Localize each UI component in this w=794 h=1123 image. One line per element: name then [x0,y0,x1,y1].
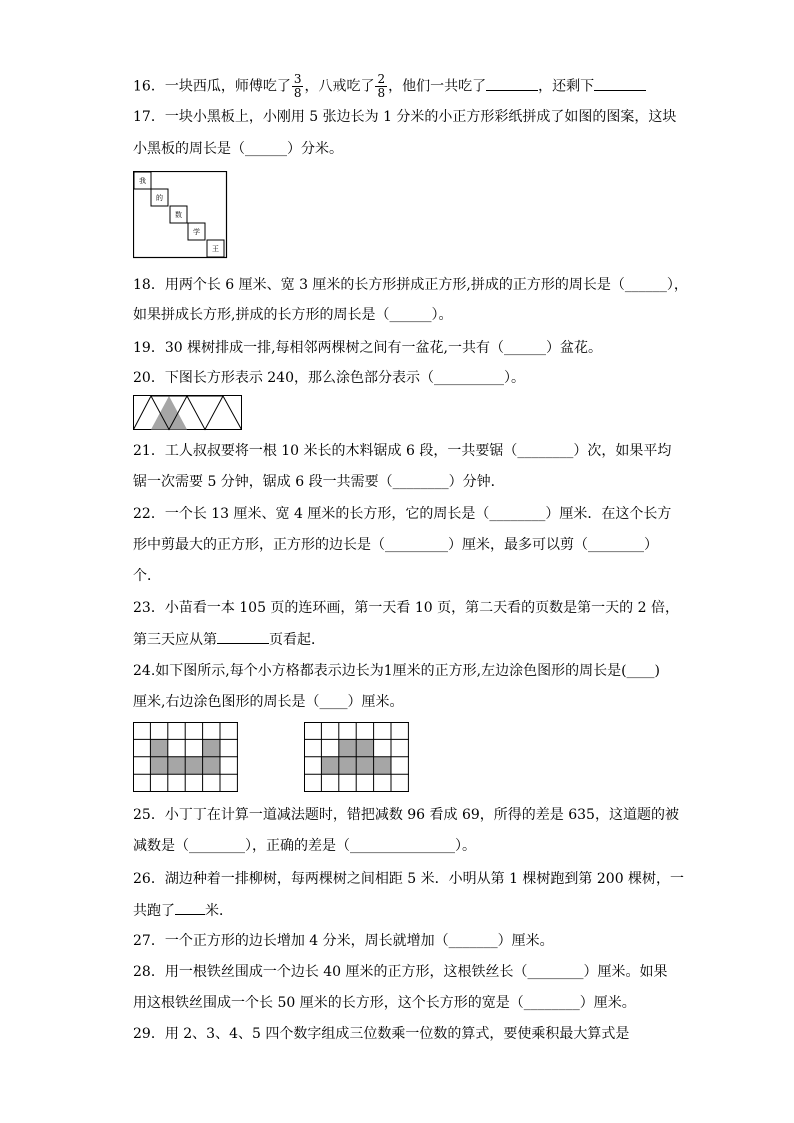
question-28-line1: 28．用一根铁丝围成一个边长 40 厘米的正方形，这根铁丝长（________）厘米。如果 [133,964,668,980]
triangle-rectangle-diagram [133,395,243,431]
fraction-3-8: $\frac{3}{8}$ [293,72,302,100]
answer-blank[interactable] [486,77,538,91]
question-25-line1: 25．小丁丁在计算一道减法题时，错把减数 96 看成 69，所得的差是 635，这道题的被 [133,807,679,823]
fraction-2-8: $\frac{2}{8}$ [377,72,386,100]
question-26-line2: 共跑了 米． [133,903,233,919]
question-18-line1: 18．用两个长 6 厘米、宽 3 厘米的长方形拼成正方形,拼成的正方形的周长是（______）， [133,277,688,293]
question-21-line2: 锯一次需要 5 分钟，锯成 6 段一共需要（________）分钟． [133,474,505,490]
question-27: 27．一个正方形的边长增加 4 分米，周长就增加（_______）厘米。 [133,933,554,949]
answer-blank[interactable] [594,77,646,91]
blackboard-diagram [133,171,229,259]
question-22-line3: 个． [133,568,161,584]
question-16: 16．一块西瓜，师傅吃了 $\frac{3}{8}$ ，八戒吃了 $\frac{2}{8}$ ，他们一共吃了 ，还剩下 [133,73,646,100]
answer-blank[interactable] [217,630,269,644]
question-23-line2: 第三天应从第 页看起． [133,632,325,648]
question-19: 19．30 棵树排成一排,每相邻两棵树之间有一盆花,一共有（______）盆花。 [133,340,602,356]
grid-figure-left [133,722,239,792]
square-char-2: 的 [156,194,163,202]
square-char-1: 我 [139,177,146,185]
question-23-line1: 23．小苗看一本 105 页的连环画，第一天看 10 页，第二天看的页数是第一天的 2 倍， [133,600,679,616]
question-26-line1: 26．湖边种着一排柳树，每两棵树之间相距 5 米．小明从第 1 棵树跑到第 200 棵树，一 [133,871,685,887]
question-17-line2: 小黑板的周长是（______）分米。 [133,141,343,157]
square-char-5: 王 [212,245,219,253]
question-28-line2: 用这根铁丝围成一个长 50 厘米的长方形，这个长方形的宽是（________）厘米。 [133,995,636,1011]
question-25-line2: 减数是（________），正确的差是（_______________）。 [133,838,476,854]
answer-blank[interactable] [175,901,205,915]
question-18-line2: 如果拼成长方形,拼成的长方形的周长是（______）。 [133,307,453,323]
question-20: 20．下图长方形表示 240，那么涂色部分表示（__________）。 [133,370,525,386]
question-22-line1: 22．一个长 13 厘米、宽 4 厘米的长方形，它的周长是（________）厘米．在这个长方 [133,506,672,522]
question-24-line1: 24.如下图所示,每个小方格都表示边长为1厘米的正方形,左边涂色图形的周长是(____) [133,663,660,679]
question-17-line1: 17．一块小黑板上，小刚用 5 张边长为 1 分米的小正方形彩纸拼成了如图的图案，这块 [133,109,677,125]
question-22-line2: 形中剪最大的正方形，正方形的边长是（_________）厘米，最多可以剪（________） [133,537,658,553]
question-21-line1: 21．工人叔叔要将一根 10 米长的木料锯成 6 段，一共要锯（________）次，如果平均 [133,443,672,459]
grid-figure-right [304,722,410,792]
question-29: 29．用 2、3、4、5 四个数字组成三位数乘一位数的算式，要使乘积最大算式是 [133,1026,630,1042]
square-char-3: 数 [175,211,182,219]
question-24-line2: 厘米,右边涂色图形的周长是（____）厘米。 [133,694,404,710]
square-char-4: 学 [193,228,200,236]
